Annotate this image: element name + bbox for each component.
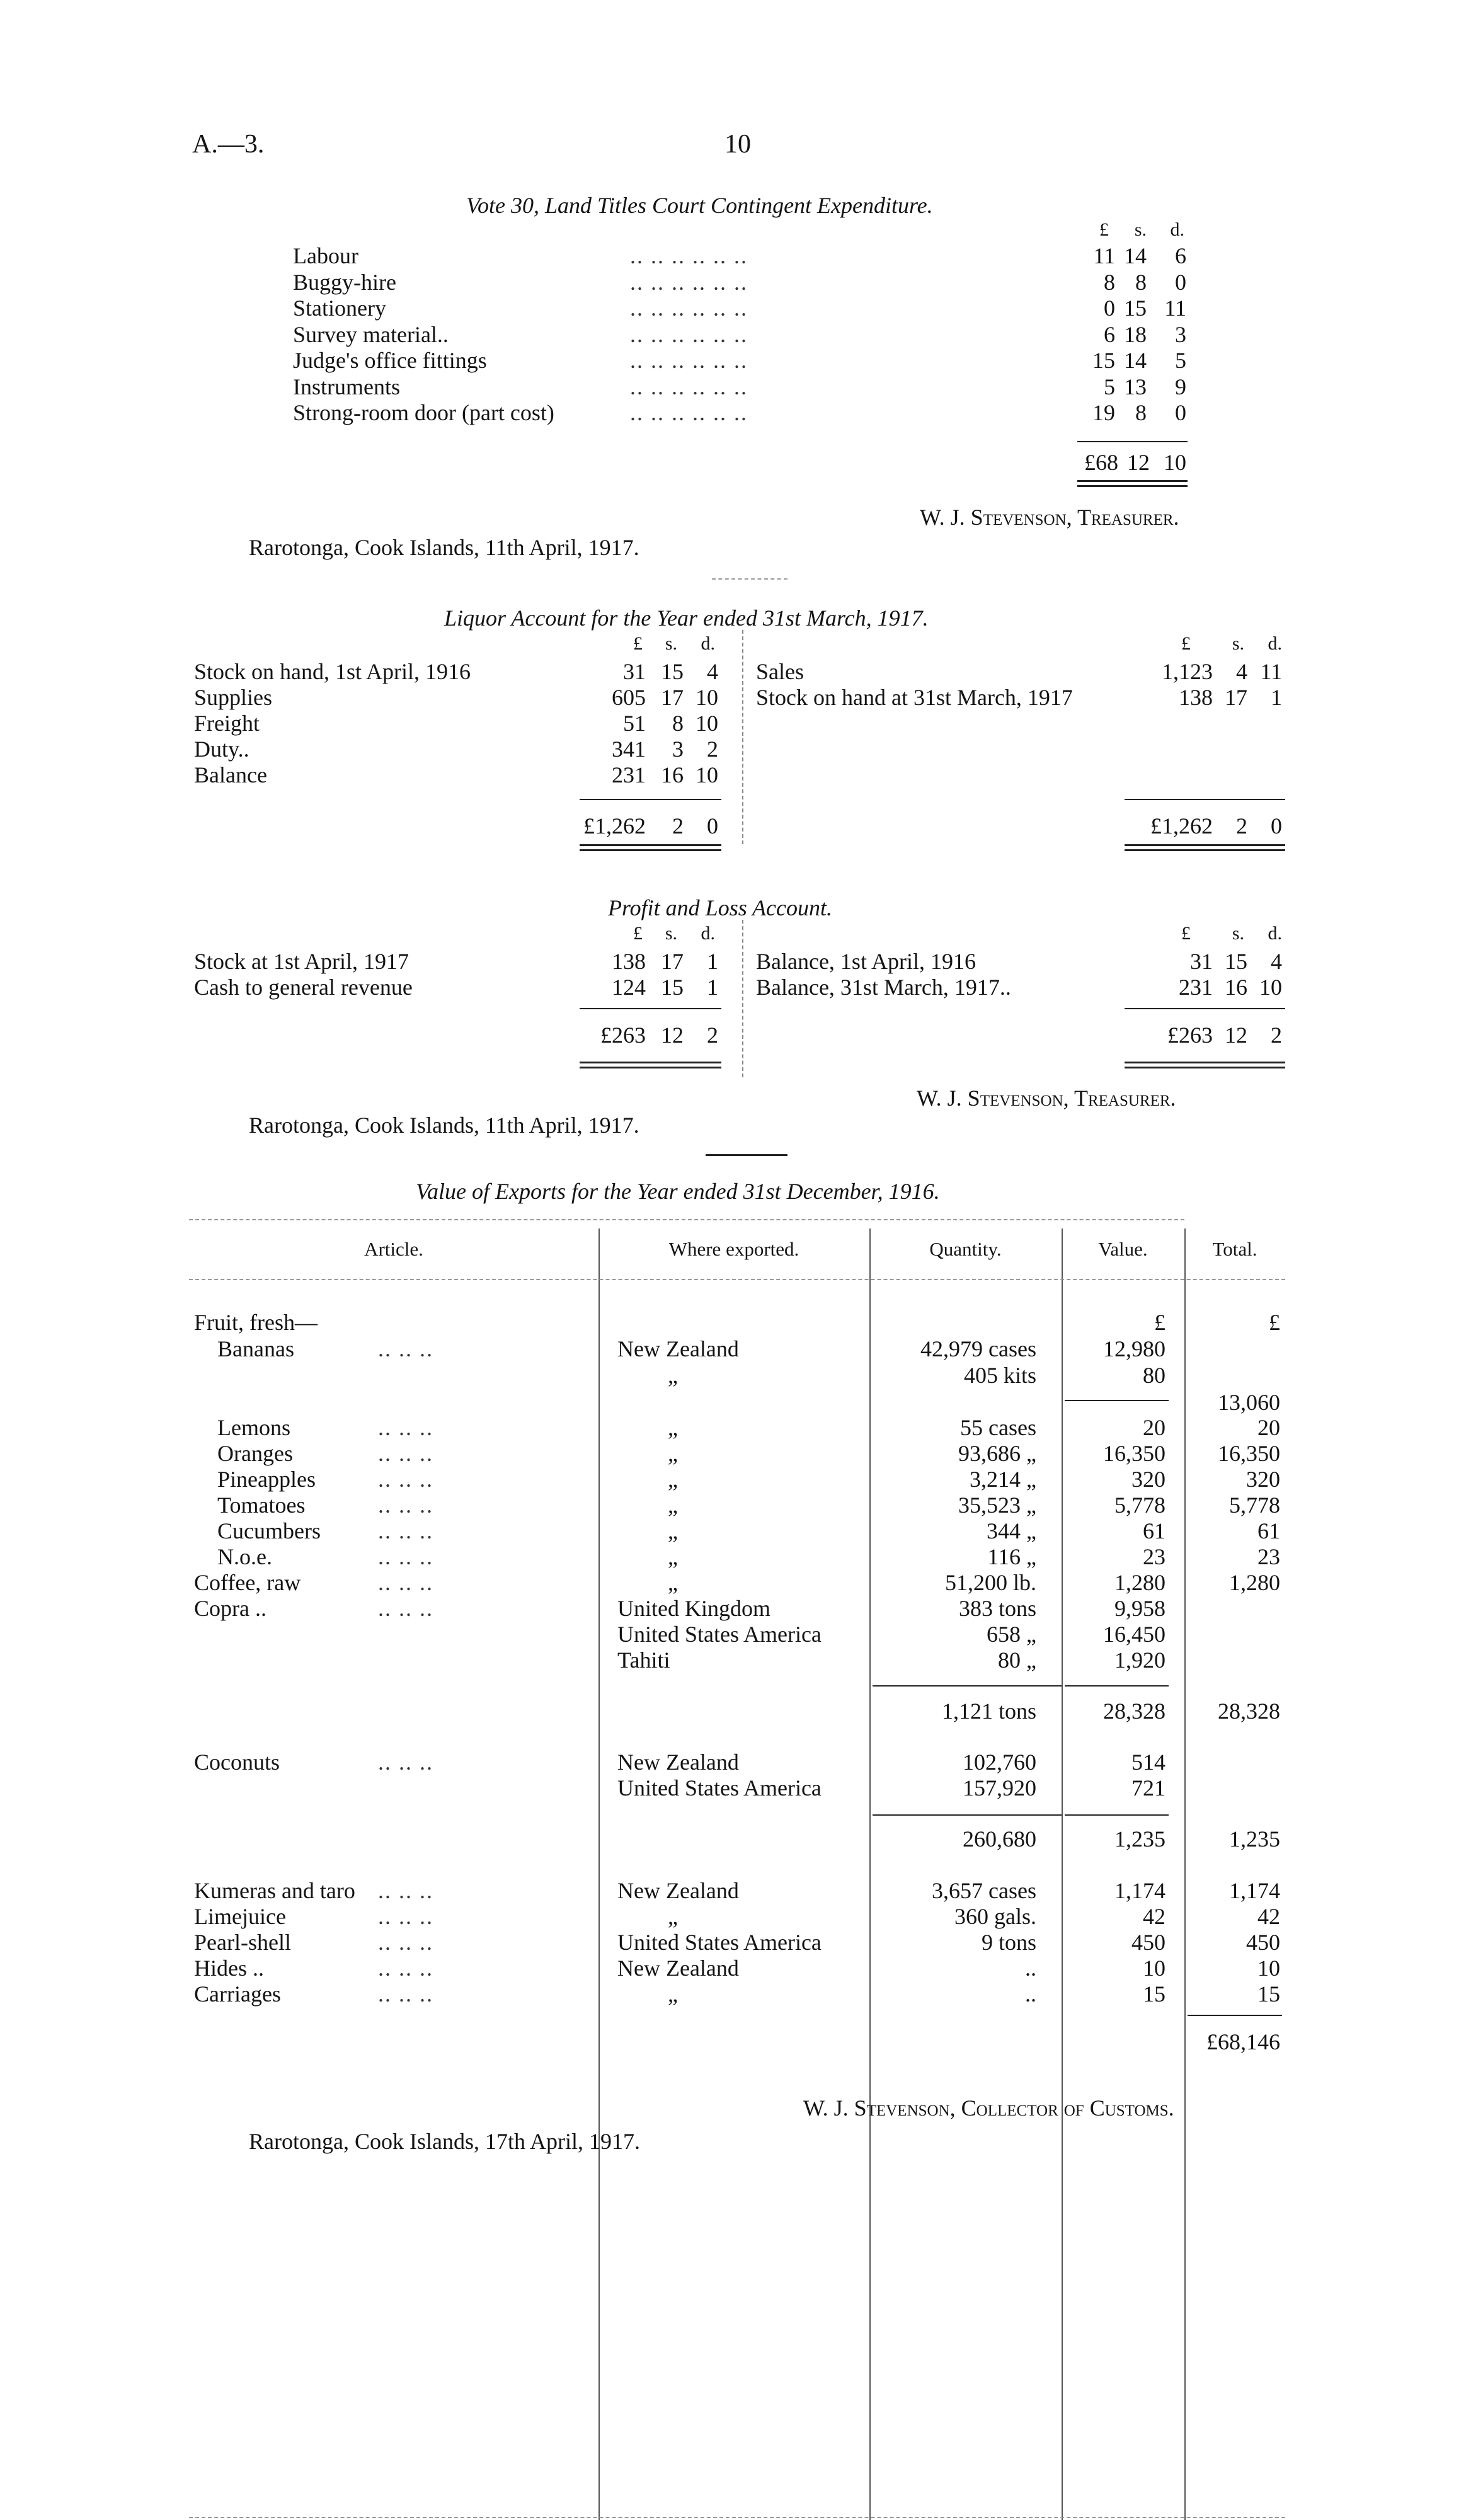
- col-header-article: Article.: [364, 1238, 423, 1260]
- leader-dots: .. .. .. .. .. ..: [630, 322, 748, 347]
- pence: 4: [707, 659, 718, 684]
- shillings: 17: [661, 949, 684, 974]
- table-bottom-rule: [189, 2517, 1285, 2518]
- exports-signature: W. J. Stevenson, Collector of Customs.: [803, 2095, 1174, 2121]
- pence: 10: [1259, 975, 1282, 1000]
- shillings: 17: [661, 685, 684, 710]
- pounds: 231: [1179, 975, 1213, 1000]
- value: 9,958: [1114, 1596, 1165, 1621]
- quantity: 1,121 tons: [941, 1698, 1036, 1724]
- where-exported: United States America: [617, 1775, 822, 1801]
- leader-dots: .. .. ..: [378, 1467, 433, 1492]
- pl-place-date: Rarotonga, Cook Islands, 11th April, 1917.: [249, 1113, 639, 1138]
- value: 15: [1143, 1981, 1165, 2007]
- total: 20: [1257, 1415, 1280, 1440]
- pounds: 138: [1179, 685, 1213, 710]
- total: 1,280: [1229, 1570, 1280, 1595]
- page-number: 10: [724, 130, 751, 159]
- value: 514: [1131, 1750, 1165, 1775]
- article: Carriages: [194, 1981, 281, 2007]
- item-label: Strong-room door (part cost): [293, 400, 554, 425]
- shillings: 3: [672, 736, 684, 762]
- double-rule: [1125, 1067, 1285, 1068]
- double-rule: [580, 1067, 721, 1068]
- where-exported: United States America: [617, 1930, 822, 1955]
- quantity: 9 tons: [981, 1930, 1036, 1955]
- pence: 10: [696, 685, 718, 710]
- double-rule: [1125, 844, 1285, 846]
- quantity: 35,523 „: [958, 1492, 1036, 1518]
- sum-rule: [580, 799, 721, 800]
- quantity: 260,680: [963, 1826, 1036, 1852]
- leader-dots: .. .. .. .. .. ..: [630, 400, 748, 425]
- column-rule: [869, 1228, 871, 2520]
- pence-head: d.: [1268, 923, 1282, 944]
- article: Tomatoes: [217, 1492, 306, 1518]
- subtotal-rule: [1065, 1400, 1169, 1401]
- shillings: 13: [1124, 374, 1147, 399]
- pence: 9: [1175, 374, 1186, 399]
- total: 1,235: [1229, 1826, 1280, 1852]
- value: 10: [1143, 1956, 1165, 1981]
- leader-dots: .. .. .. .. .. ..: [630, 348, 748, 373]
- pence-head: d.: [701, 633, 715, 654]
- item-label: Freight: [194, 711, 260, 736]
- where-exported: Tahiti: [617, 1647, 670, 1673]
- divider: [706, 1154, 787, 1156]
- shillings: 16: [1225, 975, 1247, 1000]
- pence: 3: [1175, 322, 1186, 347]
- value: 28,328: [1103, 1698, 1165, 1724]
- vote30-signature: W. J. Stevenson, Treasurer.: [920, 505, 1179, 530]
- liquor-left-total-pence: 0: [707, 813, 718, 839]
- pence: 1: [1271, 685, 1282, 710]
- liquor-left-total-shillings: 2: [672, 813, 684, 839]
- value: 721: [1131, 1775, 1165, 1801]
- pence: 2: [707, 736, 718, 762]
- liquor-left-total-pounds: £1,262: [583, 813, 646, 839]
- shillings: 8: [1135, 400, 1147, 425]
- leader-dots: .. .. ..: [378, 1750, 433, 1775]
- quantity: 360 gals.: [954, 1904, 1036, 1929]
- where-exported: „: [668, 1363, 678, 1388]
- pence: 0: [1175, 400, 1186, 425]
- article: Lemons: [217, 1415, 290, 1440]
- total: 15: [1257, 1981, 1280, 2007]
- leader-dots: .. .. ..: [378, 1878, 433, 1903]
- quantity: 42,979 cases: [920, 1336, 1036, 1361]
- column-rule: [598, 1228, 600, 2520]
- pence: 5: [1175, 348, 1186, 373]
- quantity: 116 „: [987, 1544, 1036, 1569]
- total-currency: £: [1269, 1310, 1280, 1335]
- table-top-rule: [189, 1219, 1184, 1220]
- quantity: 93,686 „: [958, 1441, 1036, 1466]
- liquor-right-total-shillings: 2: [1236, 813, 1247, 839]
- where-exported: New Zealand: [617, 1956, 739, 1981]
- shillings: 14: [1124, 348, 1147, 373]
- value: 1,174: [1114, 1878, 1165, 1903]
- shillings: 15: [1124, 295, 1147, 321]
- total: 450: [1246, 1930, 1280, 1955]
- leader-dots: .. .. ..: [378, 1904, 433, 1929]
- pounds: 11: [1093, 243, 1115, 268]
- value: 16,450: [1103, 1622, 1165, 1647]
- page-ref: A.—3.: [192, 130, 265, 159]
- pounds: 15: [1092, 348, 1115, 373]
- value-currency: £: [1154, 1310, 1165, 1335]
- leader-dots: .. .. ..: [378, 1492, 433, 1518]
- vote30-total-shillings: 12: [1127, 450, 1150, 475]
- pounds: 31: [623, 659, 646, 684]
- leader-dots: .. .. ..: [378, 1596, 433, 1621]
- leader-dots: .. .. ..: [378, 1441, 433, 1466]
- double-rule: [580, 1062, 721, 1063]
- total: 10: [1257, 1956, 1280, 1981]
- where-exported: „: [668, 1518, 678, 1544]
- col-header-quantity: Quantity.: [929, 1238, 1002, 1260]
- pl-signature: W. J. Stevenson, Treasurer.: [917, 1085, 1176, 1111]
- double-rule: [1125, 849, 1285, 851]
- value: 20: [1143, 1415, 1165, 1440]
- shillings: 14: [1124, 243, 1147, 268]
- double-rule: [580, 844, 721, 846]
- quantity: 157,920: [963, 1775, 1036, 1801]
- where-exported: New Zealand: [617, 1336, 739, 1361]
- liquor-title: Liquor Account for the Year ended 31st March, 1917.: [444, 605, 929, 631]
- double-rule: [580, 849, 721, 851]
- total: 28,328: [1218, 1698, 1280, 1724]
- article: Kumeras and taro: [194, 1878, 355, 1903]
- pounds: 124: [612, 975, 646, 1000]
- pence-head: d.: [1268, 633, 1282, 654]
- where-exported: United Kingdom: [617, 1596, 770, 1621]
- sum-rule: [1125, 799, 1285, 800]
- pence: 10: [696, 711, 718, 736]
- item-label: Balance, 1st April, 1916: [756, 949, 976, 974]
- item-label: Survey material..: [293, 322, 449, 347]
- item-label: Judge's office fittings: [293, 348, 487, 373]
- pence: 11: [1164, 295, 1186, 321]
- total: 1,174: [1229, 1878, 1280, 1903]
- article: Coffee, raw: [194, 1570, 301, 1595]
- pl-left-total-pounds: £263: [600, 1022, 646, 1048]
- total: 23: [1257, 1544, 1280, 1569]
- where-exported: „: [668, 1492, 678, 1518]
- grand-total-rule: [1188, 2015, 1282, 2016]
- leader-dots: .. .. ..: [378, 1981, 433, 2007]
- subtotal-rule: [873, 1685, 1062, 1687]
- item-label: Buggy-hire: [293, 270, 396, 295]
- grand-total: £68,146: [1206, 2029, 1280, 2054]
- value: 1,280: [1114, 1570, 1165, 1595]
- article: Pineapples: [217, 1467, 316, 1492]
- double-rule: [1125, 1062, 1285, 1063]
- pence-head: d.: [701, 923, 715, 944]
- pound-head: £: [1181, 633, 1191, 654]
- pence: 10: [696, 762, 718, 788]
- shilling-head: s.: [1232, 923, 1244, 944]
- where-exported: „: [668, 1544, 678, 1569]
- total: 13,060: [1218, 1390, 1280, 1415]
- shilling-head: s.: [1232, 633, 1244, 654]
- col-header-total: Total.: [1212, 1238, 1257, 1260]
- item-label: Stock at 1st April, 1917: [194, 949, 409, 974]
- shillings: 18: [1124, 322, 1147, 347]
- header-rule: [189, 1279, 1285, 1280]
- where-exported: „: [668, 1981, 678, 2007]
- quantity: ..: [1025, 1956, 1036, 1981]
- pounds: 605: [612, 685, 646, 710]
- shillings: 15: [1225, 949, 1247, 974]
- pence: 1: [707, 975, 718, 1000]
- vote30-total-pence: 10: [1164, 450, 1186, 475]
- quantity: 51,200 lb.: [944, 1570, 1036, 1595]
- article: Hides ..: [194, 1956, 264, 1981]
- quantity: 3,214 „: [970, 1467, 1036, 1492]
- pl-right-total-pence: 2: [1271, 1022, 1282, 1048]
- quantity: ..: [1025, 1981, 1036, 2007]
- total: 320: [1246, 1467, 1280, 1492]
- leader-dots: .. .. .. .. .. ..: [630, 295, 748, 321]
- value: 5,778: [1114, 1492, 1165, 1518]
- leader-dots: .. .. .. .. .. ..: [630, 243, 748, 268]
- item-label: Duty..: [194, 736, 249, 762]
- leader-dots: .. .. ..: [378, 1956, 433, 1981]
- col-header-where: Where exported.: [668, 1238, 799, 1260]
- pounds: 51: [623, 711, 646, 736]
- value: 320: [1131, 1467, 1165, 1492]
- sum-rule: [580, 1008, 721, 1009]
- leader-dots: .. .. ..: [378, 1415, 433, 1440]
- where-exported: „: [668, 1570, 678, 1595]
- pounds: 231: [612, 762, 646, 788]
- pl-left-total-shillings: 12: [661, 1022, 684, 1048]
- pound-head: £: [633, 633, 643, 654]
- pounds: 6: [1104, 322, 1115, 347]
- liquor-divider: [742, 630, 743, 844]
- article: Coconuts: [194, 1750, 280, 1775]
- leader-dots: .. .. ..: [378, 1518, 433, 1544]
- shillings: 15: [661, 659, 684, 684]
- subtotal-rule: [1065, 1814, 1169, 1816]
- shillings: 17: [1225, 685, 1247, 710]
- article: Limejuice: [194, 1904, 286, 1929]
- pounds: 1,123: [1162, 659, 1213, 684]
- where-exported: „: [668, 1467, 678, 1492]
- shillings: 16: [661, 762, 684, 788]
- item-label: Supplies: [194, 685, 273, 710]
- divider: [712, 578, 787, 580]
- subtotal-rule: [873, 1814, 1062, 1816]
- item-label: Sales: [756, 659, 804, 684]
- item-label: Stationery: [293, 295, 386, 321]
- total: 5,778: [1229, 1492, 1280, 1518]
- value: 450: [1131, 1930, 1165, 1955]
- item-label: Balance: [194, 762, 267, 788]
- item-label: Balance, 31st March, 1917..: [756, 975, 1011, 1000]
- where-exported: „: [668, 1904, 678, 1929]
- value: 23: [1143, 1544, 1165, 1569]
- value: 1,235: [1114, 1826, 1165, 1852]
- pl-divider: [742, 920, 743, 1077]
- item-label: Stock on hand, 1st April, 1916: [194, 659, 471, 684]
- pl-title: Profit and Loss Account.: [608, 895, 833, 920]
- pence: 6: [1175, 243, 1186, 268]
- sum-rule: [1125, 1008, 1285, 1009]
- total: 16,350: [1218, 1441, 1280, 1466]
- total: 61: [1257, 1518, 1280, 1544]
- article: Copra ..: [194, 1596, 266, 1621]
- pounds: 341: [612, 736, 646, 762]
- pounds: 19: [1092, 400, 1115, 425]
- col-header-value: Value.: [1098, 1238, 1148, 1260]
- column-rule: [1062, 1228, 1063, 2520]
- pound-head: £: [1099, 219, 1109, 240]
- subtotal-rule: [1065, 1685, 1169, 1687]
- vote30-sum-rule: [1077, 441, 1188, 442]
- leader-dots: .. .. ..: [378, 1544, 433, 1569]
- article: Bananas: [217, 1336, 294, 1361]
- quantity: 102,760: [963, 1750, 1036, 1775]
- value: 16,350: [1103, 1441, 1165, 1466]
- pl-left-total-pence: 2: [707, 1022, 718, 1048]
- value: 1,920: [1114, 1647, 1165, 1673]
- quantity: 3,657 cases: [932, 1878, 1036, 1903]
- quantity: 80 „: [998, 1647, 1036, 1673]
- leader-dots: .. .. .. .. .. ..: [630, 270, 748, 295]
- quantity: 55 cases: [960, 1415, 1036, 1440]
- liquor-right-total-pounds: £1,262: [1150, 813, 1213, 839]
- pl-right-total-shillings: 12: [1225, 1022, 1247, 1048]
- fruit-heading: Fruit, fresh—: [194, 1310, 318, 1335]
- value: 80: [1143, 1363, 1165, 1388]
- where-exported: New Zealand: [617, 1750, 739, 1775]
- item-label: Stock on hand at 31st March, 1917: [756, 685, 1073, 710]
- pounds: 8: [1104, 270, 1115, 295]
- pence: 0: [1175, 270, 1186, 295]
- shilling-head: s.: [665, 633, 677, 654]
- shillings: 8: [672, 711, 684, 736]
- shilling-head: s.: [1134, 219, 1147, 240]
- quantity: 658 „: [987, 1622, 1036, 1647]
- article: N.o.e.: [217, 1544, 272, 1569]
- pl-right-total-pounds: £263: [1167, 1022, 1213, 1048]
- leader-dots: .. .. .. .. .. ..: [630, 374, 748, 399]
- pence: 4: [1271, 949, 1282, 974]
- shillings: 15: [661, 975, 684, 1000]
- pence: 1: [707, 949, 718, 974]
- item-label: Labour: [293, 243, 358, 268]
- exports-place-date: Rarotonga, Cook Islands, 17th April, 1917.: [249, 2129, 640, 2154]
- value: 61: [1143, 1518, 1165, 1544]
- total: 42: [1257, 1904, 1280, 1929]
- pounds: 138: [612, 949, 646, 974]
- pound-head: £: [1181, 923, 1191, 944]
- vote30-double-rule: [1077, 480, 1188, 482]
- where-exported: „: [668, 1441, 678, 1466]
- exports-title: Value of Exports for the Year ended 31st December, 1916.: [416, 1179, 940, 1204]
- pence-head: d.: [1170, 219, 1184, 240]
- where-exported: United States America: [617, 1622, 822, 1647]
- where-exported: New Zealand: [617, 1878, 739, 1903]
- pound-head: £: [633, 923, 643, 944]
- shillings: 4: [1236, 659, 1247, 684]
- liquor-right-total-pence: 0: [1271, 813, 1282, 839]
- article: Oranges: [217, 1441, 293, 1466]
- value: 12,980: [1103, 1336, 1165, 1361]
- quantity: 383 tons: [958, 1596, 1036, 1621]
- pounds: 0: [1104, 295, 1115, 321]
- pence: 11: [1260, 659, 1282, 684]
- leader-dots: .. .. ..: [378, 1570, 433, 1595]
- pounds: 5: [1104, 374, 1115, 399]
- vote30-place-date: Rarotonga, Cook Islands, 11th April, 1917.: [249, 535, 639, 560]
- where-exported: „: [668, 1415, 678, 1440]
- leader-dots: .. .. ..: [378, 1336, 433, 1361]
- shillings: 8: [1135, 270, 1147, 295]
- quantity: 344 „: [987, 1518, 1036, 1544]
- value: 42: [1143, 1904, 1165, 1929]
- vote30-title: Vote 30, Land Titles Court Contingent Expenditure.: [466, 193, 933, 218]
- leader-dots: .. .. ..: [378, 1930, 433, 1955]
- pounds: 31: [1190, 949, 1213, 974]
- vote30-double-rule-2: [1077, 485, 1188, 487]
- item-label: Instruments: [293, 374, 400, 399]
- article: Cucumbers: [217, 1518, 321, 1544]
- article: Pearl-shell: [194, 1930, 291, 1955]
- item-label: Cash to general revenue: [194, 975, 413, 1000]
- vote30-total-pounds: £68: [1084, 450, 1118, 475]
- quantity: 405 kits: [963, 1363, 1036, 1388]
- shilling-head: s.: [665, 923, 677, 944]
